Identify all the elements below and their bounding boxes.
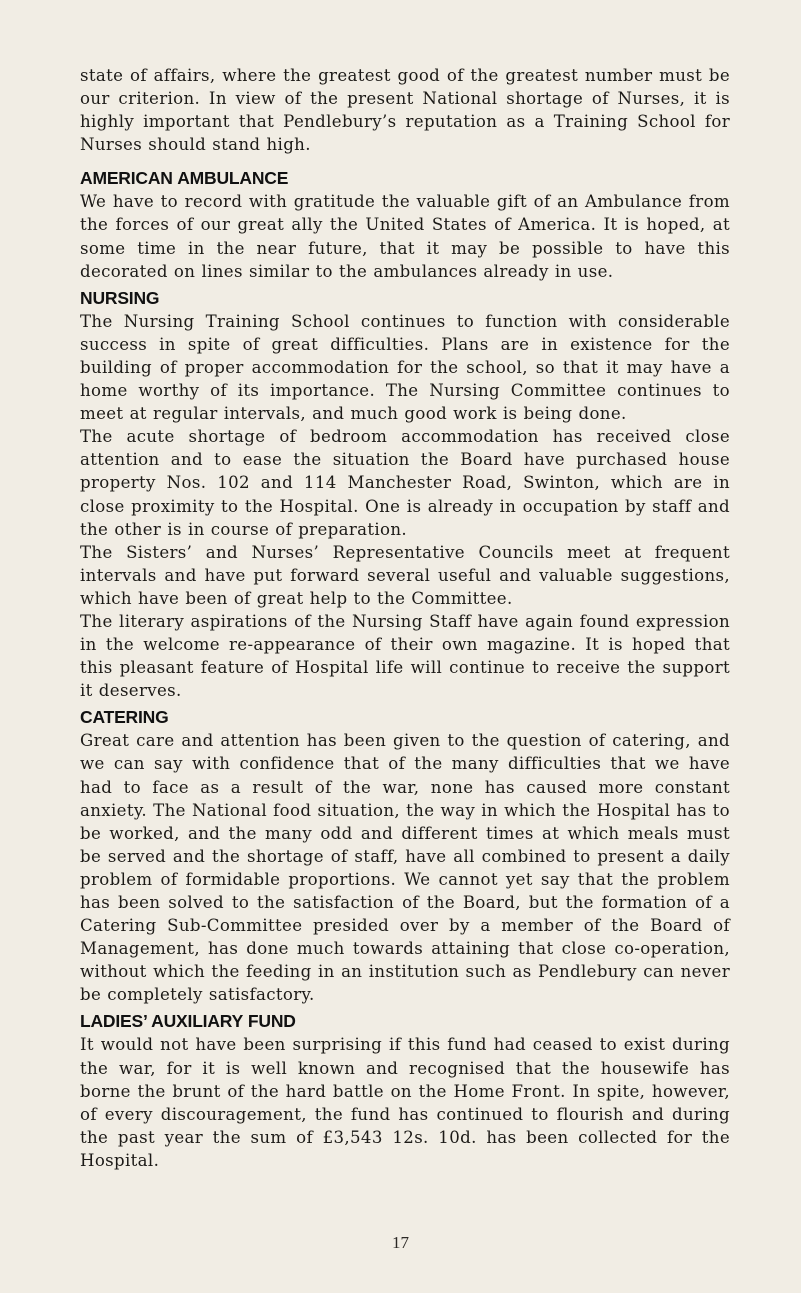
- paragraph-nursing-3: The Sisters’ and Nurses’ Representative Councils meet at frequent intervals and have put forward several useful and valuable suggestions, which have been of great help to the Committee.: [80, 542, 730, 608]
- section-catering: [80, 706, 730, 1006]
- paragraph-catering-1: Great care and attention has been given to the question of catering, and we can say with confidence that of the many difficulties that we have had to face as a result of the war, none has caused more constant anxiety. The National food situation, the way in which the Hospital has to be worked, and the many odd and different times at which meals must be served and the shortage of staff, have all combined to present a daily problem of formidable proportions. We cannot yet say that the problem has been solved to the satisfaction of the Board, but the formation of a Catering Sub-Committee presided over by a member of the Board of Management, has done much towards attaining that close co-operation, without which the feeding in an institution such as Pendlebury can never be completely satisfactory.: [80, 731, 730, 1005]
- paragraph-nursing-4: The literary aspirations of the Nursing Staff have again found expression in the welcome re-appearance of their own magazine. It is hoped that this pleasant feature of Hospital life will continue to receive the support it deserves.: [80, 611, 730, 701]
- section-heading-nursing: NURSING: [80, 287, 160, 308]
- section-heading-catering: CATERING: [80, 707, 169, 728]
- document-page: [80, 64, 730, 1172]
- section-heading-ladies-auxiliary-fund: LADIES’ AUXILIARY FUND: [80, 1011, 296, 1032]
- spacer: [80, 156, 730, 163]
- section-heading-american-ambulance: AMERICAN AMBULANCE: [80, 168, 289, 189]
- section-nursing: [80, 287, 730, 703]
- intro-paragraph: state of affairs, where the greatest good of the greatest number must be our criterion. In view of the present National shortage of Nurses, it is highly important that Pendlebury’s reputation as a Training School for Nurses should stand high.: [80, 66, 730, 155]
- paragraph-ladies-auxiliary-fund-1: It would not have been surprising if this fund had ceased to exist during the war, for it is well known and recognised that the housewife has borne the brunt of the hard battle on the Home Front. In spite, however, of every discouragement, the fund has continued to flourish and during the past year the sum of £3,543 12s. 10d. has been collected for the Hospital.: [80, 1035, 730, 1170]
- paragraph-nursing-2: The acute shortage of bedroom accommodation has received close attention and to ease the situation the Board have purchased house property Nos. 102 and 114 Manchester Road, Swinton, which are in close proximity to the Hospital. One is already in occupation by staff and the other is in course of preparation.: [80, 427, 730, 539]
- paragraph-american-ambulance-1: We have to record with gratitude the valuable gift of an Ambulance from the forces of our great ally the United States of America. It is hoped, at some time in the near future, that it may be possible to have this decorated on lines similar to the ambulances already in use.: [80, 192, 730, 281]
- paragraph-nursing-1: The Nursing Training School continues to function with considerable success in spite of great difficulties. Plans are in existence for the building of proper accommodation for the school, so that it may have a home worthy of its importance. The Nursing Committee continues to meet at regular intervals, and much good work is being done.: [80, 311, 730, 424]
- section-american-ambulance: [80, 167, 730, 282]
- page-number: 17: [392, 1233, 409, 1252]
- section-ladies-auxiliary-fund: [80, 1010, 730, 1172]
